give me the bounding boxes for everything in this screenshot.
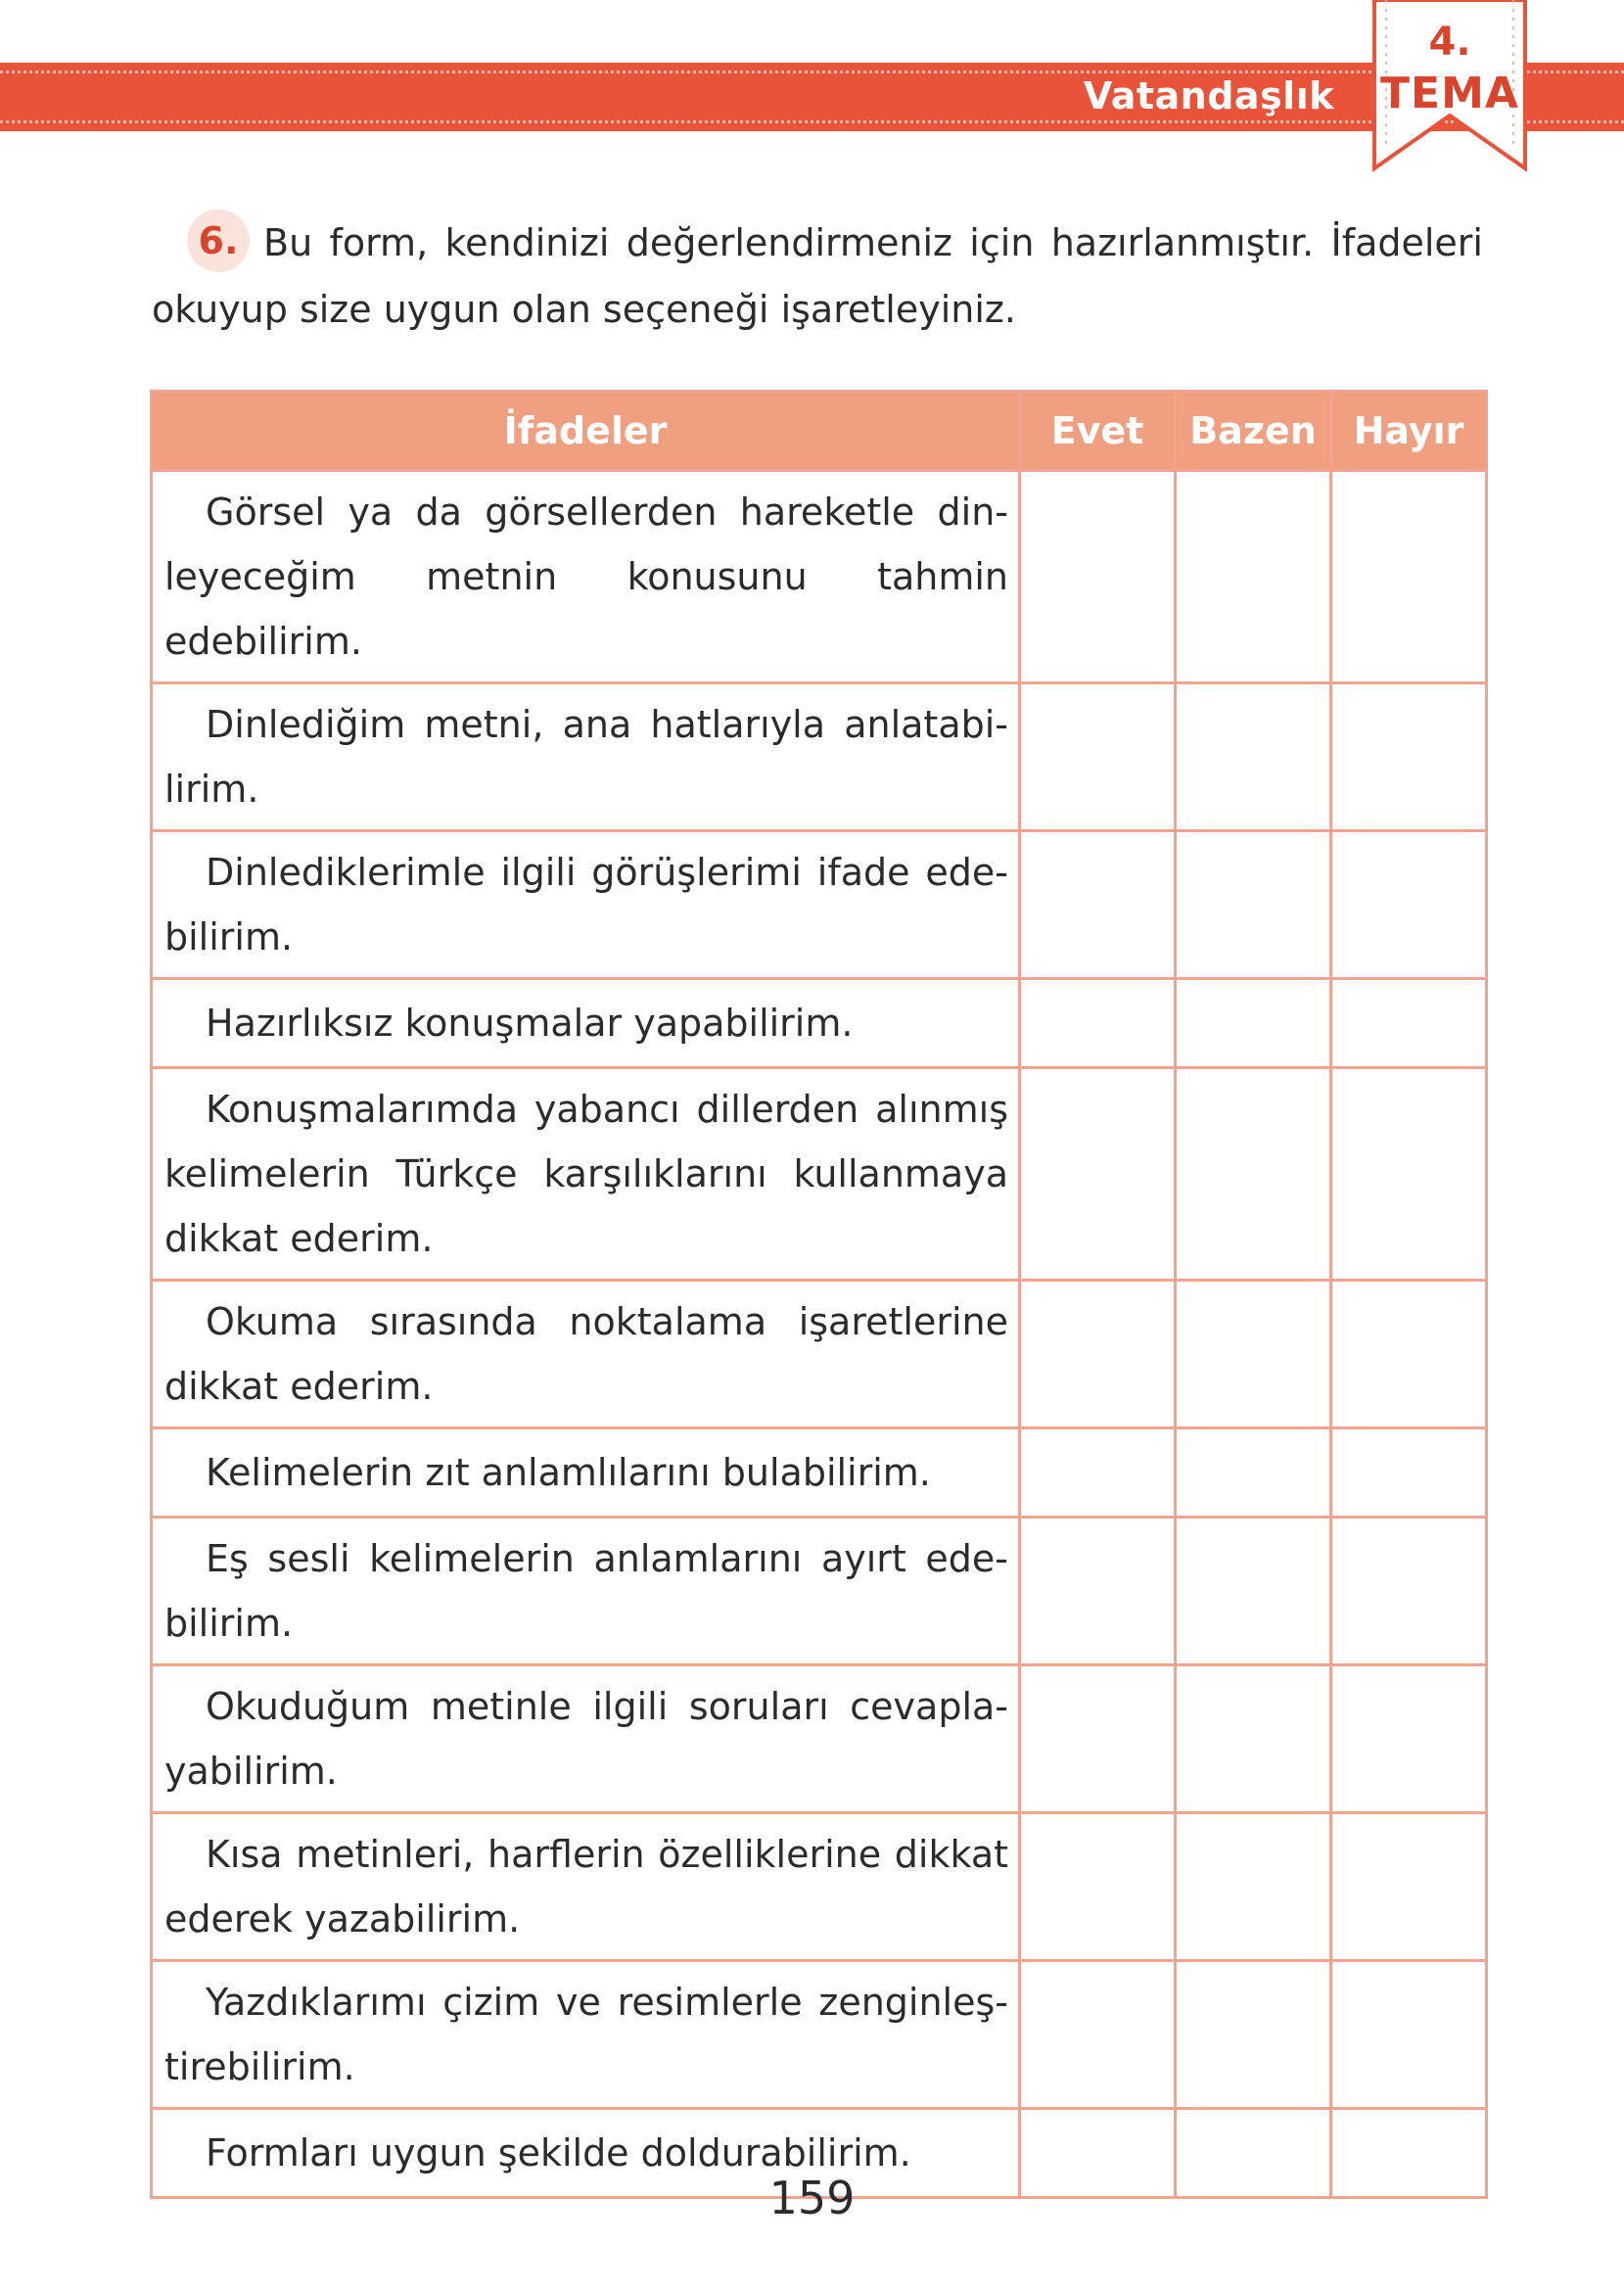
answer-sometimes-cell[interactable] <box>1176 1068 1331 1281</box>
answer-no-cell[interactable] <box>1331 1518 1487 1665</box>
table-row <box>152 1068 1487 1281</box>
answer-sometimes-cell[interactable] <box>1176 683 1331 831</box>
statement: Okuduğum metinle ilgili soruları cevapla-yabilirim. <box>152 1665 1020 1813</box>
answer-sometimes-cell[interactable] <box>1176 471 1331 683</box>
theme-number: 4. <box>1428 20 1471 65</box>
answer-no-cell[interactable] <box>1331 1428 1487 1518</box>
statement: Dinlediklerimle ilgili görüşlerimi ifade ede-bilirim. <box>152 831 1020 979</box>
table-row <box>152 1665 1487 1813</box>
statement: Formları uygun şekilde doldurabilirim. <box>152 2109 1020 2198</box>
answer-no-cell[interactable] <box>1331 1813 1487 1961</box>
statement: Hazırlıksız konuşmalar yapabilirim. <box>152 979 1020 1068</box>
table-row <box>152 1281 1487 1428</box>
answer-no-cell[interactable] <box>1331 1281 1487 1428</box>
header-sometimes: Bazen <box>1176 392 1331 471</box>
header-statements: İfadeler <box>152 392 1020 471</box>
answer-yes-cell[interactable] <box>1020 1961 1176 2109</box>
page-number: 159 <box>768 2172 856 2224</box>
answer-no-cell[interactable] <box>1331 979 1487 1068</box>
answer-yes-cell[interactable] <box>1020 1518 1176 1665</box>
table-row <box>152 683 1487 831</box>
answer-yes-cell[interactable] <box>1020 1665 1176 1813</box>
answer-sometimes-cell[interactable] <box>1176 1428 1331 1518</box>
question-number: 6. <box>187 210 250 272</box>
self-assessment-table <box>150 390 1488 2199</box>
answer-sometimes-cell[interactable] <box>1176 1281 1331 1428</box>
answer-sometimes-cell[interactable] <box>1176 1665 1331 1813</box>
statement: Dinlediğim metni, ana hatlarıyla anlatabi-lirim. <box>152 683 1020 831</box>
question <box>152 210 1483 343</box>
table-header-row <box>152 392 1487 471</box>
answer-yes-cell[interactable] <box>1020 1813 1176 1961</box>
answer-yes-cell[interactable] <box>1020 1281 1176 1428</box>
answer-no-cell[interactable] <box>1331 1665 1487 1813</box>
header-no: Hayır <box>1331 392 1487 471</box>
table-row <box>152 1813 1487 1961</box>
answer-no-cell[interactable] <box>1331 683 1487 831</box>
table-row <box>152 1961 1487 2109</box>
answer-no-cell[interactable] <box>1331 1068 1487 1281</box>
statement: Kelimelerin zıt anlamlılarını bulabilirim. <box>152 1428 1020 1518</box>
answer-sometimes-cell[interactable] <box>1176 1518 1331 1665</box>
theme-name: Vatandaşlık <box>1083 74 1334 117</box>
table-row <box>152 831 1487 979</box>
answer-yes-cell[interactable] <box>1020 831 1176 979</box>
statement: Konuşmalarımda yabancı dillerden alınmış kelimelerin Türkçe karşılıklarını kullanmaya dikkat ederim. <box>152 1068 1020 1281</box>
statement: Yazdıklarımı çizim ve resimlerle zenginleş-tirebilirim. <box>152 1961 1020 2109</box>
statement: Eş sesli kelimelerin anlamlarını ayırt ede-bilirim. <box>152 1518 1020 1665</box>
table-row <box>152 1518 1487 1665</box>
theme-tab <box>1367 0 1533 176</box>
answer-sometimes-cell[interactable] <box>1176 1961 1331 2109</box>
answer-no-cell[interactable] <box>1331 1961 1487 2109</box>
answer-yes-cell[interactable] <box>1020 1428 1176 1518</box>
statement: Görsel ya da görsellerden hareketle din-leyeceğim metnin konusunu tahmin edebilirim. <box>152 471 1020 683</box>
table-row <box>152 1428 1487 1518</box>
answer-no-cell[interactable] <box>1331 831 1487 979</box>
table-row <box>152 471 1487 683</box>
statement: Kısa metinleri, harflerin özelliklerine dikkat ederek yazabilirim. <box>152 1813 1020 1961</box>
table-row <box>152 979 1487 1068</box>
theme-word: TEMA <box>1380 69 1519 118</box>
answer-sometimes-cell[interactable] <box>1176 1813 1331 1961</box>
answer-sometimes-cell[interactable] <box>1176 831 1331 979</box>
answer-yes-cell[interactable] <box>1020 471 1176 683</box>
answer-yes-cell[interactable] <box>1020 979 1176 1068</box>
statement: Okuma sırasında noktalama işaretlerine dikkat ederim. <box>152 1281 1020 1428</box>
answer-yes-cell[interactable] <box>1020 683 1176 831</box>
header-yes: Evet <box>1020 392 1176 471</box>
answer-yes-cell[interactable] <box>1020 1068 1176 1281</box>
answer-no-cell[interactable] <box>1331 471 1487 683</box>
answer-sometimes-cell[interactable] <box>1176 979 1331 1068</box>
question-text: Bu form, kendinizi değerlendirmeniz için hazırlanmıştır. İfadeleri okuyup size uygun olan seçeneği işaretleyiniz. <box>152 221 1483 331</box>
